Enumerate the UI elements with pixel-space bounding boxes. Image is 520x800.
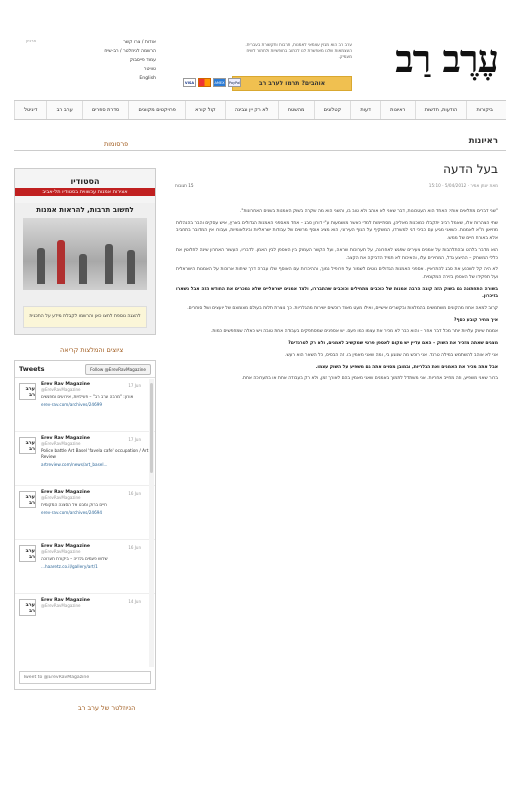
- tweet-text: שלוש פעמים גלריה – ביקורת תערוכה: [41, 556, 108, 561]
- nav-item-digital[interactable]: דיגיטל: [14, 101, 46, 119]
- top-link-newsletter[interactable]: הרשמה לניוזלטר / רב-שיח: [104, 49, 156, 54]
- article-paragraph: אמנות שיווק עלויות יותר מכל דבר אחר – והוא כבר לא מכיר את עצמו כמו פעם. יש אספנים שמסתפקים בעבודה אחת טובה ויש כאלה שמחפשים כמות.: [210, 329, 498, 335]
- tweets-header: [15, 361, 155, 378]
- tweet-link[interactable]: artreview.com/news/art_basel...: [41, 462, 108, 467]
- avatar[interactable]: ערב רב: [19, 383, 36, 400]
- tweet-link[interactable]: erev-rav.com/archives/24694: [41, 510, 103, 515]
- tweets-scrollbar[interactable]: [149, 379, 154, 667]
- avatar[interactable]: ערב רב: [19, 599, 36, 616]
- ad-image: [23, 218, 147, 290]
- section-divider: [14, 150, 506, 151]
- nav-item-catalogs[interactable]: קטלוגים: [314, 101, 351, 119]
- top-link-facebook[interactable]: עמוד פייסבוק: [129, 58, 156, 63]
- tweet-date[interactable]: 14 Jun: [128, 599, 141, 604]
- tweet-item[interactable]: [15, 378, 155, 432]
- article-question: אבל אתה מכיר את האמנים ואת הגלריות, ובמובן מסוים אתה גם משפיע על השוק עצמו.: [315, 364, 498, 370]
- top-link-about[interactable]: אודות / צרו קשר: [123, 40, 156, 45]
- tweet-handle[interactable]: @ErevRavMagazine: [41, 549, 81, 554]
- article-question: מצגים שאתה מזכיר את השוק – האם עדיין יש מקום לאספן פרטי שמקשיב לאמנים, ולא רק לטרנדים?: [288, 341, 498, 347]
- ad-figure: [37, 248, 45, 284]
- avatar[interactable]: ערב רב: [19, 437, 36, 454]
- sidebar-ad[interactable]: [14, 168, 156, 335]
- ad-footer-cta[interactable]: להצגה נוספת לחצו כאן והרשמו לקבלת מידע על התכנית: [23, 306, 147, 328]
- ad-headline: לחשוב תרבות, להראות אמנות: [36, 206, 134, 214]
- article-paragraph: ברור שאני משפיע, וזה מחייב אחריות. אני משתדל לתמוך באמנים שאני מאמין בהם לאורך זמן, ולא רק בעבודה אחת או בתערוכה אחת.: [241, 376, 498, 382]
- site-tagline: ערב רב הוא מגזין עצמאי לאמנות, תרבות ותקשורת בעברית. העצמאות שלנו מאפשרת לנו לכתוב בחופשיות ולחתור לשיח מעמיק.: [245, 42, 352, 59]
- tweets-title: Tweets: [19, 365, 45, 373]
- tweet-handle[interactable]: @ErevRavMagazine: [41, 603, 81, 608]
- tweet-link[interactable]: haaretz.co.il/gallery/art/1...: [41, 564, 98, 569]
- amex-card-icon: AMEX: [213, 78, 226, 87]
- ad-figure: [57, 240, 65, 284]
- tweet-author[interactable]: Erev Rav Magazine: [41, 598, 91, 603]
- article-paragraph: "שני דברים מתלאים אותי: האחד הוא העטכונות, דבר שאני לא אוהב ולא טוב בו, והשני הוא מה שקרה בשוק האמנות בשנים האחרונות".: [239, 209, 498, 214]
- payment-cards: [183, 78, 241, 87]
- article-paragraph-bold: בשורה התחתונה גם בשוק הזה קונה הרבה אמנות של כוכבים מתחילים וכוכבים שהתבררו, ולצד אמנים ישראליים שלא נמכרים את החודש הזה אבל נשארו בזיכרון.: [176, 286, 498, 300]
- tweet-author[interactable]: Erev Rav Magazine: [41, 490, 91, 495]
- ad-org-name: הסטודיו: [70, 176, 100, 186]
- top-links: [56, 38, 156, 83]
- tweets-widget: [14, 360, 156, 690]
- nav-item-reviews[interactable]: ביקורות: [466, 101, 506, 119]
- nav-item-book-series[interactable]: סדרת ספרים: [82, 101, 129, 119]
- tweet-item[interactable]: [15, 486, 155, 540]
- tweet-item[interactable]: [15, 432, 155, 486]
- article-comments-count[interactable]: 15 תגובות: [175, 183, 194, 188]
- sidebar-heading-recommended: ציוצים והמלצות קריאה: [60, 346, 124, 354]
- section-title: ראיונות: [468, 136, 498, 146]
- article-paragraph: שתי הצהרות אלו, שאמל רביב יתקבלו כמוכנות מאליהן, מסתיימות למדי כאשר מושמעות ע"י דורון סבג – אחד מאספני האמנות הגדולים בארץ, איש עסקים והבר בהנהלות מוזיאון ת"א לאמנות. כשאני מגיע עם כביכי דגי למשרדו, המשקיף על הנוף העירוני, הוא מציג אוסף מרשים של עבודות ישראליות ובינלאומיות, ועבורו אין המדובר בתחביב אלא באורח חיים של ממש.: [176, 220, 498, 242]
- tweet-date[interactable]: 17 Jun: [128, 383, 141, 388]
- follow-button[interactable]: Follow @ErevRavMagazine: [85, 364, 151, 375]
- avatar[interactable]: ערב רב: [19, 491, 36, 508]
- article-paragraph: הוא מדבר בלהט ובהתלהבות על אמנים צעירים שפגש לאחרונה, על תערוכות שראה, ועל הקשר העמוק בין האספן לבין האמן. לדבריו, העשור האחרון שינה לחלוטין את כללי המשחק – ההיצע גדל, המחירים עלו, והאיכות לא תמיד הדביקה את הקצב.: [176, 247, 498, 261]
- article-body: [176, 208, 498, 387]
- donate-button[interactable]: אוהבים? תרמו לערב רב: [232, 76, 352, 91]
- tweet-item[interactable]: [15, 594, 155, 648]
- article-paragraph: אני לא אוהב להשתמש במילה טרנד. אני רוכש מה שנוגע בי, ומה שאני מאמין בו. זה הבסיס, כל השאר הוא רעש.: [285, 352, 498, 358]
- article-paragraph: לא היה קל לשכנע את סבג להתראיין. אספני האמנות הגדולים נוטים לשמור על פרופיל נמוך, וההיכרות עם האוסף שלו עברה דרך שיחות ארוכות על האמנות הישראלית ועל תפקידו של האספן בזירה המקומית.: [176, 267, 498, 280]
- article-paragraph: קרוב למאה אחוז מהקונים משתמשים בהמלצות ובקשרים אישיים, ואילו מעט מאוד רוכשים ישירות מהגלריות. כך נוצרת תלות בעולם מצומצם של יועצים ושל סוחרים.: [187, 306, 498, 312]
- nav-item-field[interactable]: מהשטח: [278, 101, 314, 119]
- ad-figure: [105, 244, 113, 284]
- avatar[interactable]: ערב רב: [19, 545, 36, 562]
- tweet-item[interactable]: [15, 540, 155, 594]
- tweet-handle[interactable]: @ErevRavMagazine: [41, 387, 81, 392]
- ad-org-subtitle: אצירות אמנות עכשווית בסטודיו תל-אביב: [15, 188, 155, 196]
- sidebar-heading-newsletter: הניוזלטר של ערב רב: [78, 704, 136, 712]
- tweet-date[interactable]: 16 Jun: [128, 491, 141, 496]
- tweet-text: חיים ברוק ומבט אל הסצנה המקומית: [41, 502, 107, 507]
- tweet-text: Police battle Art Basel 'favela cafe' occupation / Art Review: [41, 448, 149, 459]
- tweet-author[interactable]: Erev Rav Magazine: [41, 436, 91, 441]
- nav-item-erev-rav[interactable]: ערב רב: [46, 101, 81, 119]
- tweet-input[interactable]: [19, 671, 151, 684]
- tweet-handle[interactable]: @ErevRavMagazine: [41, 441, 81, 446]
- ad-header: [15, 169, 155, 203]
- paypal-card-icon: PayPal: [228, 78, 241, 87]
- tweet-date[interactable]: 16 Jun: [128, 545, 141, 550]
- nav-item-opinions[interactable]: דעות: [350, 101, 380, 119]
- nav-item-interviews[interactable]: ראיונות: [380, 101, 415, 119]
- nav-item-open-call[interactable]: קול קורא: [185, 101, 225, 119]
- sidebar-heading-promos: פרסומות: [104, 140, 129, 148]
- tweet-text: אורון: "מרבה ערב רב" – פעילויות, אירועים ומפגשים: [41, 394, 134, 399]
- main-nav: [14, 100, 506, 120]
- nav-item-news[interactable]: הודעות, חדשות: [415, 101, 467, 119]
- article-meta: מאת יונתן אמיר · 5/04/2012 · 15:10: [428, 183, 498, 188]
- nav-item-not-only-wine[interactable]: לא רק יין וגבינה: [225, 101, 278, 119]
- article-question: איך מחיר קובע כסף?: [453, 317, 498, 323]
- ad-figure: [79, 254, 87, 284]
- tweet-handle[interactable]: @ErevRavMagazine: [41, 495, 81, 500]
- tweet-date[interactable]: 17 Jun: [128, 437, 141, 442]
- top-link-twitter[interactable]: טוויטר: [143, 67, 156, 72]
- visa-card-icon: VISA: [183, 78, 196, 87]
- top-link-english[interactable]: English: [139, 76, 156, 81]
- tweet-author[interactable]: Erev Rav Magazine: [41, 544, 91, 549]
- site-header: [0, 0, 520, 96]
- article-title: בעל הדעה: [443, 162, 498, 176]
- tweet-author[interactable]: Erev Rav Magazine: [41, 382, 91, 387]
- tweet-link[interactable]: erev-rav.com/archives/24699: [41, 402, 103, 407]
- ad-figure: [127, 250, 135, 284]
- mastercard-card-icon: [198, 78, 211, 87]
- site-logo[interactable]: עֶרֶב רַב: [395, 36, 498, 81]
- archive-link[interactable]: ארכיון: [26, 38, 37, 43]
- scrollbar-thumb[interactable]: [150, 383, 153, 473]
- nav-item-online-projects[interactable]: פרויקטים מקוונים: [128, 101, 185, 119]
